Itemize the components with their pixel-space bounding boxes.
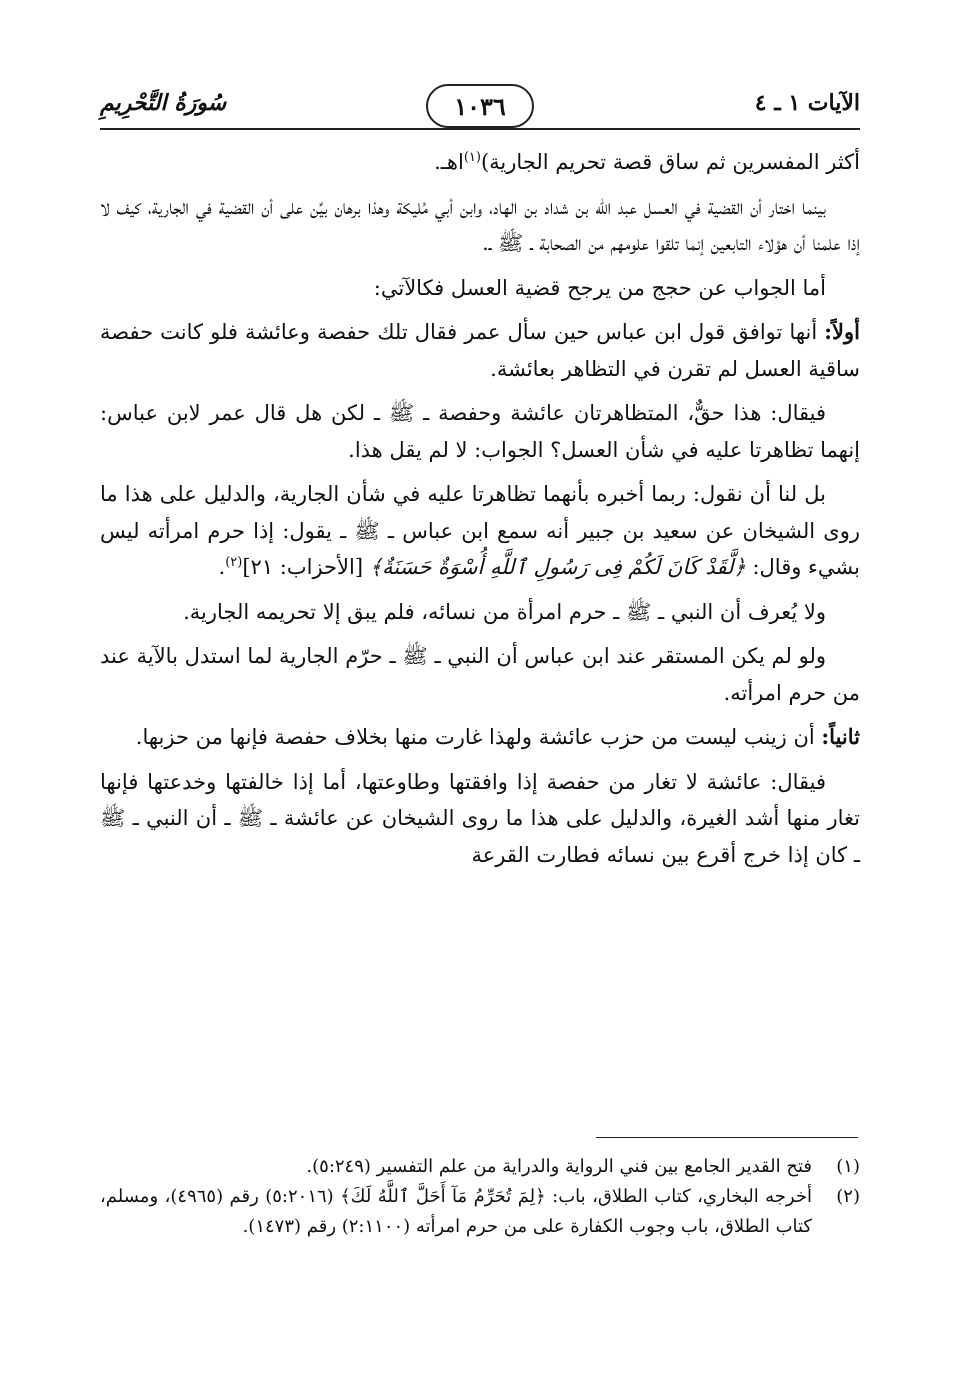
footnote-ref-2[interactable]: (٢) xyxy=(225,555,243,570)
paragraph-7: ولا يُعرف أن النبي ـ ﷺ ـ حرم امرأة من نسائه، فلم يبق إلا تحريمه الجارية. xyxy=(183,599,826,624)
paragraph-10: فيقال: عائشة لا تغار من حفصة إذا وافقتها وطاوعتها، أما إذا خالفتها وخدعتها فإنها تغار منها أشد الغيرة، والدليل على هذا ما روى الشيخان عن عائشة ـ ﷺ ـ أن النبي ـ ﷺ ـ كان إذا خرج أقرع بين نسائه فطارت القرعة xyxy=(100,769,860,867)
point-label-second: ثانياً: xyxy=(821,724,860,749)
footnote-divider xyxy=(596,1137,858,1138)
surah-name: سُورَةُ التَّحْرِيمِ xyxy=(100,90,227,116)
quran-quote: ﴿لَّقَدْ كَانَ لَكُمْ فِى رَسُولِ ٱللَّهِ أُسْوَةٌ حَسَنَةٌ﴾ xyxy=(369,555,746,579)
footnotes xyxy=(100,1152,860,1242)
footnote-text: أخرجه البخاري، كتاب الطلاق، باب: ﴿لِمَ تُحَرِّمُ مَآ أَحَلَّ ٱللَّهُ لَكَ﴾ (٥:٢٠١٦) رقم (٤٩٦٥)، ومسلم، كتاب الطلاق، باب وجوب الكفارة على من حرم امرأته (٢:١١٠٠) رقم (١٤٧٣). xyxy=(100,1186,812,1237)
footnote-ref-1[interactable]: (١) xyxy=(463,150,481,165)
page-header xyxy=(100,84,860,128)
quran-ref: [الأحزاب: ٢١] xyxy=(242,555,370,579)
footnote-number: (١) xyxy=(836,1156,860,1177)
page-number: ١٠٣٦ xyxy=(454,91,506,121)
paragraph-9: ثانياً: أن زينب ليست من حزب عائشة ولهذا غارت منها بخلاف حفصة فإنها من حزبها. xyxy=(135,724,860,749)
paragraph-4: أولاً: أنها توافق قول ابن عباس حين سأل عمر فقال تلك حفصة وعائشة فلو كانت حفصة ساقية العسل لم تقرن في التظاهر بعائشة. xyxy=(100,319,860,381)
page-number-frame xyxy=(426,84,534,128)
verse-range: الآيات ١ ـ ٤ xyxy=(754,90,860,116)
header-divider xyxy=(100,128,860,130)
footnote-1 xyxy=(100,1152,860,1182)
main-text xyxy=(100,144,860,881)
footnote-number: (٢) xyxy=(836,1186,860,1207)
paragraph-5: فيقال: هذا حقٌّ، المتظاهرتان عائشة وحفصة ـ ﷺ ـ لكن هل قال عمر لابن عباس: إنهما تظاهرتا عليه في شأن العسل؟ الجواب: لا لم يقل هذا. xyxy=(100,401,860,462)
paragraph-8: ولو لم يكن المستقر عند ابن عباس أن النبي ـ ﷺ ـ حرّم الجارية لما استدل بالآية عند من حرم امرأته. xyxy=(100,644,860,705)
paragraph-3: أما الجواب عن حجج من يرجح قضية العسل فكالآتي: xyxy=(373,275,826,300)
paragraph-6: بل لنا أن نقول: ربما أخبره بأنهما تظاهرتا عليه في شأن الجارية، والدليل على هذا ما روى الشيخان عن سعيد بن جبير أنه سمع ابن عباس ـ ﷺ ـ يقول: إذا حرم امرأته ليس بشيء وقال: ﴿لَّقَدْ كَانَ لَكُمْ فِى رَسُولِ ٱللَّهِ أُسْوَةٌ حَسَنَةٌ﴾ [الأحزاب: ٢١]$^{(٢)}$. xyxy=(100,482,860,579)
footnote-text: فتح القدير الجامع بين فني الرواية والدراية من علم التفسير (٥:٢٤٩). xyxy=(306,1156,812,1177)
paragraph-1: أكثر المفسرين ثم ساق قصة تحريم الجارية)$^{(١)}$اهـ. xyxy=(434,150,860,174)
paragraph-2: بينما اختار أن القضية في العسل عبد الله بن شداد بن الهاد، وابن أبي مُليكة وهذا برهان بيِّن على أن القضية في الجارية، كيف لا إذا علمنا أن هؤلاء التابعين إنما تلقوا علومهم من الصحابة ـ ﷺ ـ. xyxy=(100,194,860,255)
point-label-first: أولاً: xyxy=(824,319,860,344)
footnote-2 xyxy=(100,1182,860,1242)
